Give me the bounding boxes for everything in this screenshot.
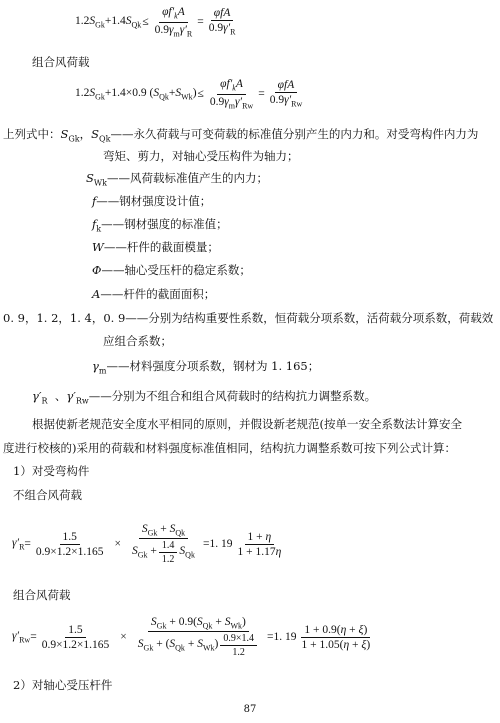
- formula-3-eq2: =1. 19: [202, 538, 233, 550]
- formula-2-frac2-num: φfA: [275, 79, 298, 93]
- wind-combo-label-2: 组合风荷载: [13, 588, 71, 602]
- formula-4-frac2-den: $S_{Gk} + (S_{Qk} + S_{Wk})$ $\frac{0.9\times 1.4}{1.2}$: [135, 632, 262, 658]
- formula-3-eq: =: [24, 538, 31, 550]
- formula-4-eq2: =1. 19: [266, 631, 297, 643]
- formula-2-frac2: [267, 79, 306, 108]
- def-phi: Φ——轴心受压杆的稳定系数；: [92, 263, 251, 277]
- formula-1-frac2-den: $0.9\gamma'_R$: [208, 22, 236, 37]
- formula-2-lhs: $1.2S_{Gk}+1.4\times 0.9$ $(S_{Qk}+S_{Wk})$: [75, 86, 197, 102]
- formula-2: [75, 74, 307, 114]
- formula-4-times: ×: [120, 631, 127, 643]
- formula-4-frac3-den: 1 + 1.05(η + ξ): [301, 638, 371, 651]
- formula-1-lhs: $1.2S_{Gk}+1.4S_{Qk}$: [75, 14, 142, 30]
- page-number: 87: [243, 704, 257, 715]
- para1: 根据使新老规范安全度水平相同的原则，并假设新老规范(按单一安全系数法计算安全: [32, 417, 462, 431]
- explain-intro-cont: 弯矩、剪力，对轴心受压构件为轴力；: [103, 149, 299, 163]
- formula-1: [75, 2, 240, 42]
- formula-3-frac2-den: $S_{Gk}$ + $\frac{1.4}{1.2}$ $S_{Qk}$: [132, 540, 195, 566]
- formula-4-frac2-num: $S_{Gk} + 0.9(S_{Qk} + S_{Wk})$: [148, 616, 249, 632]
- def-f: f——钢材强度设计值；: [92, 194, 212, 208]
- formula-3-lhs: $\gamma'_R$: [12, 536, 25, 552]
- formula-4-frac1: [39, 624, 113, 651]
- formula-2-leq: ≤: [197, 88, 204, 100]
- formula-1-leq: ≤: [142, 16, 149, 28]
- formula-4-inner-den: 1.2: [232, 647, 245, 659]
- def-fk: $f_k——$钢材强度的标准值；: [92, 217, 228, 234]
- formula-4-lhs: $\gamma'_{Rw}$: [12, 629, 31, 645]
- wind-combo-label-1: 组合风荷载: [32, 55, 90, 69]
- formula-4-frac3-num: 1 + 0.9(η + ξ): [301, 624, 370, 638]
- formula-3-frac1-num: 1.5: [60, 531, 80, 545]
- formula-4-frac1-num: 1.5: [65, 624, 85, 638]
- formula-4: [12, 606, 375, 668]
- def-a: A——杆件的截面面积；: [92, 287, 216, 301]
- no-wind-label: 不组合风荷载: [13, 488, 82, 502]
- formula-3-frac3-den: 1 + 1.17η: [237, 545, 282, 558]
- formula-3: [12, 513, 286, 575]
- formula-2-frac1: [207, 78, 256, 110]
- formula-2-frac1-num: $\varphi f'_kA$: [217, 78, 246, 94]
- formula-3-frac2: [129, 523, 198, 565]
- formula-1-frac1-den: $0.9\gamma_m\gamma'_R$: [154, 23, 193, 38]
- formula-3-frac1: [33, 531, 107, 558]
- formula-2-frac2-den: $0.9\gamma'_{Rw}$: [269, 94, 303, 109]
- para1-cont: 度进行校核的)采用的荷载和材料强度标准值相同，结构抗力调整系数可按下列公式计算：: [3, 441, 456, 455]
- formula-3-frac3-num: 1 + η: [245, 531, 275, 545]
- def-gr: $\gamma'_R$ 、$\gamma'_{Rw}——$分别为不组合和组合风荷载时的结构抗力调整系数。: [32, 389, 377, 406]
- formula-4-frac3: [298, 624, 373, 651]
- formula-1-eq: =: [197, 16, 204, 28]
- formula-4-frac1-den: 0.9×1.2×1.165: [41, 638, 110, 651]
- formula-3-inner-frac: [159, 540, 178, 565]
- formula-1-frac1-num: $\varphi f'_kA$: [159, 6, 188, 22]
- formula-3-times: ×: [114, 538, 122, 550]
- case2-heading: 2）对轴心受压杆件: [13, 678, 113, 692]
- def-gm: $\gamma_m——$材料强度分项系数，钢材为 1. 165；: [92, 359, 320, 376]
- formula-1-frac2: [206, 7, 239, 36]
- formula-1-frac2-num: φfA: [211, 7, 234, 21]
- formula-3-inner-num: 1.4: [159, 540, 178, 553]
- formula-1-frac1: [152, 6, 196, 38]
- formula-4-frac2: [135, 616, 262, 658]
- explain-intro: 上列式中：$S_{Gk}$，$S_{Qk}——$永久荷载与可变荷载的标准值分别产生的内力和。对受弯构件内力为: [3, 127, 479, 144]
- formula-3-frac2-num: $S_{Gk} + S_{Qk}$: [139, 523, 188, 539]
- def-swk: $S_{Wk}——$风荷载标准值产生的内力；: [86, 171, 268, 188]
- formula-4-inner-frac: [220, 633, 257, 658]
- formula-3-frac3: [234, 531, 284, 558]
- case1-heading: 1）对受弯构件: [13, 464, 90, 478]
- formula-3-inner-den: 1.2: [161, 554, 175, 566]
- def-coeffs-cont: 应组合系数；: [103, 334, 172, 348]
- formula-3-frac1-den: 0.9×1.2×1.165: [35, 545, 104, 558]
- def-w: W——杆件的截面模量；: [92, 240, 219, 254]
- formula-2-eq: =: [258, 88, 265, 100]
- formula-2-frac1-den: $0.9\gamma_m\gamma'_{Rw}$: [209, 95, 254, 110]
- formula-4-eq: =: [30, 631, 37, 643]
- formula-4-inner-num: 0.9×1.4: [220, 633, 257, 646]
- def-coeffs: 0. 9，1. 2，1. 4，0. 9——分别为结构重要性系数，恒荷载分项系数，活荷载分项系数，荷载效: [3, 311, 494, 325]
